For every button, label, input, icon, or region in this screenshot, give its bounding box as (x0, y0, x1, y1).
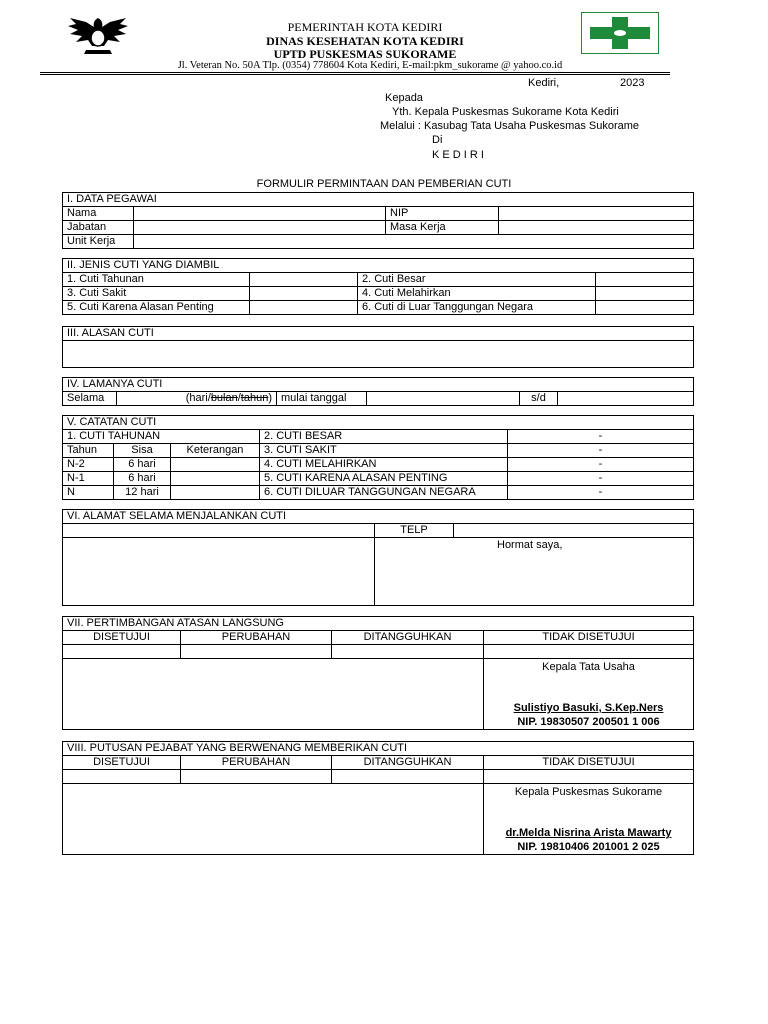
letter-city: K E D I R I (432, 149, 484, 161)
field-durasi[interactable] (117, 392, 277, 406)
catatan-label: 5. CUTI KARENA ALASAN PENTING (260, 472, 508, 486)
option-label: 3. Cuti Sakit (63, 287, 250, 301)
notes-area[interactable] (63, 784, 484, 855)
field-mulai-tanggal[interactable] (367, 392, 520, 406)
row-tahun: N (63, 486, 114, 500)
label-unit-kerja: Unit Kerja (63, 235, 134, 249)
hormat-saya: Hormat saya, (497, 539, 563, 551)
col-sisa: Sisa (114, 444, 171, 458)
col-ditangguhkan: DITANGGUHKAN (332, 631, 484, 645)
option-label: 6. Cuti di Luar Tanggungan Negara (358, 301, 596, 315)
section-putusan-pejabat (62, 741, 694, 855)
option-check[interactable] (596, 287, 694, 301)
option-label: 2. Cuti Besar (358, 273, 596, 287)
option-check[interactable] (250, 287, 358, 301)
sign-name: dr.Melda Nisrina Arista Mawarty (505, 827, 672, 839)
section-title: VIII. PUTUSAN PEJABAT YANG BERWENANG MEMBERIKAN CUTI (63, 742, 694, 756)
form-title: FORMULIR PERMINTAAN DAN PEMBERIAN CUTI (256, 178, 512, 190)
check-ditangguhkan[interactable] (332, 645, 484, 659)
col-tidak-disetujui: TIDAK DISETUJUI (484, 756, 694, 770)
section-title: I. DATA PEGAWAI (63, 193, 694, 207)
col-perubahan: PERUBAHAN (181, 631, 332, 645)
row-tahun: N-1 (63, 472, 114, 486)
section-lamanya-cuti (62, 377, 694, 406)
header-line2: DINAS KESEHATAN KOTA KEDIRI (266, 34, 464, 48)
row-keterangan[interactable] (171, 472, 260, 486)
signature-block (484, 784, 694, 855)
col-perubahan: PERUBAHAN (181, 756, 332, 770)
header-line1: PEMERINTAH KOTA KEDIRI (287, 20, 443, 34)
letter-yth: Yth. Kepala Puskesmas Sukorame Kota Kediri (392, 106, 619, 118)
field-sampai-tanggal[interactable] (558, 392, 694, 406)
section-alasan-cuti (62, 326, 694, 368)
letter-year: 2023 (620, 77, 645, 89)
header-rule-top (40, 72, 670, 73)
signature-block (484, 659, 694, 730)
check-perubahan[interactable] (181, 770, 332, 784)
option-check[interactable] (250, 301, 358, 315)
field-telp[interactable] (454, 524, 694, 538)
letter-melalui: Melalui : Kasubag Tata Usaha Puskesmas Sukorame (380, 120, 640, 132)
letter-di: Di (432, 134, 443, 146)
catatan-value: - (508, 444, 694, 458)
section-title: VI. ALAMAT SELAMA MENJALANKAN CUTI (63, 510, 694, 524)
check-disetujui[interactable] (63, 770, 181, 784)
section-jenis-cuti (62, 258, 694, 315)
header-line3: UPTD PUSKESMAS SUKORAME (273, 47, 457, 61)
sign-nip: NIP. 19830507 200501 1 006 (517, 716, 660, 728)
col-ditangguhkan: DITANGGUHKAN (332, 756, 484, 770)
check-disetujui[interactable] (63, 645, 181, 659)
field-nama[interactable] (134, 207, 386, 221)
label-selama: Selama (63, 392, 117, 406)
col-disetujui: DISETUJUI (63, 756, 181, 770)
unit-tahun: tahun (240, 392, 269, 404)
label-jabatan: Jabatan (63, 221, 134, 235)
check-tidak-disetujui[interactable] (484, 645, 694, 659)
section-title: V. CATATAN CUTI (63, 416, 694, 430)
header-rule-bottom (40, 74, 670, 75)
label-sd: s/d (520, 392, 558, 406)
section-title: VII. PERTIMBANGAN ATASAN LANGSUNG (63, 617, 694, 631)
col-tahun: Tahun (63, 444, 114, 458)
section-pertimbangan-atasan (62, 616, 694, 730)
section-title: II. JENIS CUTI YANG DIAMBIL (63, 259, 694, 273)
letter-kepada: Kepada (385, 92, 423, 104)
section-title: III. ALASAN CUTI (63, 327, 694, 341)
option-check[interactable] (596, 273, 694, 287)
unit-slash: / (237, 392, 241, 404)
sign-title: Kepala Tata Usaha (542, 661, 635, 673)
catatan-value: - (508, 430, 694, 444)
catatan-label: 2. CUTI BESAR (260, 430, 508, 444)
label-mulai-tanggal: mulai tanggal (277, 392, 367, 406)
sign-title: Kepala Puskesmas Sukorame (514, 786, 663, 798)
sign-nip: NIP. 19810406 201001 2 025 (517, 841, 660, 853)
field-jabatan[interactable] (134, 221, 386, 235)
option-check[interactable] (596, 301, 694, 315)
label-telp: TELP (375, 524, 454, 538)
section-title: IV. LAMANYA CUTI (63, 378, 694, 392)
catatan-label: 4. CUTI MELAHIRKAN (260, 458, 508, 472)
section-data-pegawai (62, 192, 694, 249)
col-tidak-disetujui: TIDAK DISETUJUI (484, 631, 694, 645)
sign-name: Sulistiyo Basuki, S.Kep.Ners (513, 702, 664, 714)
check-ditangguhkan[interactable] (332, 770, 484, 784)
signature-pegawai (375, 538, 694, 606)
catatan-label: 6. CUTI DILUAR TANGGUNGAN NEGARA (260, 486, 508, 500)
catatan-value: - (508, 458, 694, 472)
row-sisa: 12 hari (114, 486, 171, 500)
option-label: 5. Cuti Karena Alasan Penting (63, 301, 250, 315)
header-address: Jl. Veteran No. 50A Tlp. (0354) 778604 Kota Kediri, E-mail:pkm_sukorame @ yahoo.co.id (177, 60, 563, 71)
unit-bulan: bulan (210, 392, 238, 404)
label-masa-kerja: Masa Kerja (386, 221, 499, 235)
field-alamat-top[interactable] (63, 524, 375, 538)
catatan-value: - (508, 486, 694, 500)
field-alasan[interactable] (63, 341, 694, 368)
catatan-value: - (508, 472, 694, 486)
col-disetujui: DISETUJUI (63, 631, 181, 645)
row-sisa: 6 hari (114, 458, 171, 472)
option-label: 4. Cuti Melahirkan (358, 287, 596, 301)
section-catatan-cuti (62, 415, 694, 500)
label-nip: NIP (386, 207, 499, 221)
check-tidak-disetujui[interactable] (484, 770, 694, 784)
row-keterangan[interactable] (171, 486, 260, 500)
col-keterangan: Keterangan (171, 444, 260, 458)
field-unit-kerja[interactable] (134, 235, 694, 249)
option-label: 1. Cuti Tahunan (63, 273, 250, 287)
unit-hari: (hari/ (185, 392, 211, 404)
unit-close: ) (268, 392, 272, 404)
option-check[interactable] (250, 273, 358, 287)
row-tahun: N-2 (63, 458, 114, 472)
letter-place: Kediri, (528, 77, 560, 89)
field-alamat[interactable] (63, 538, 375, 606)
catatan-label: 3. CUTI SAKIT (260, 444, 508, 458)
section-alamat (62, 509, 694, 606)
field-nip[interactable] (499, 207, 694, 221)
row-keterangan[interactable] (171, 458, 260, 472)
check-perubahan[interactable] (181, 645, 332, 659)
label-cuti-tahunan: 1. CUTI TAHUNAN (63, 430, 260, 444)
row-sisa: 6 hari (114, 472, 171, 486)
notes-area[interactable] (63, 659, 484, 730)
label-nama: Nama (63, 207, 134, 221)
field-masa-kerja[interactable] (499, 221, 694, 235)
